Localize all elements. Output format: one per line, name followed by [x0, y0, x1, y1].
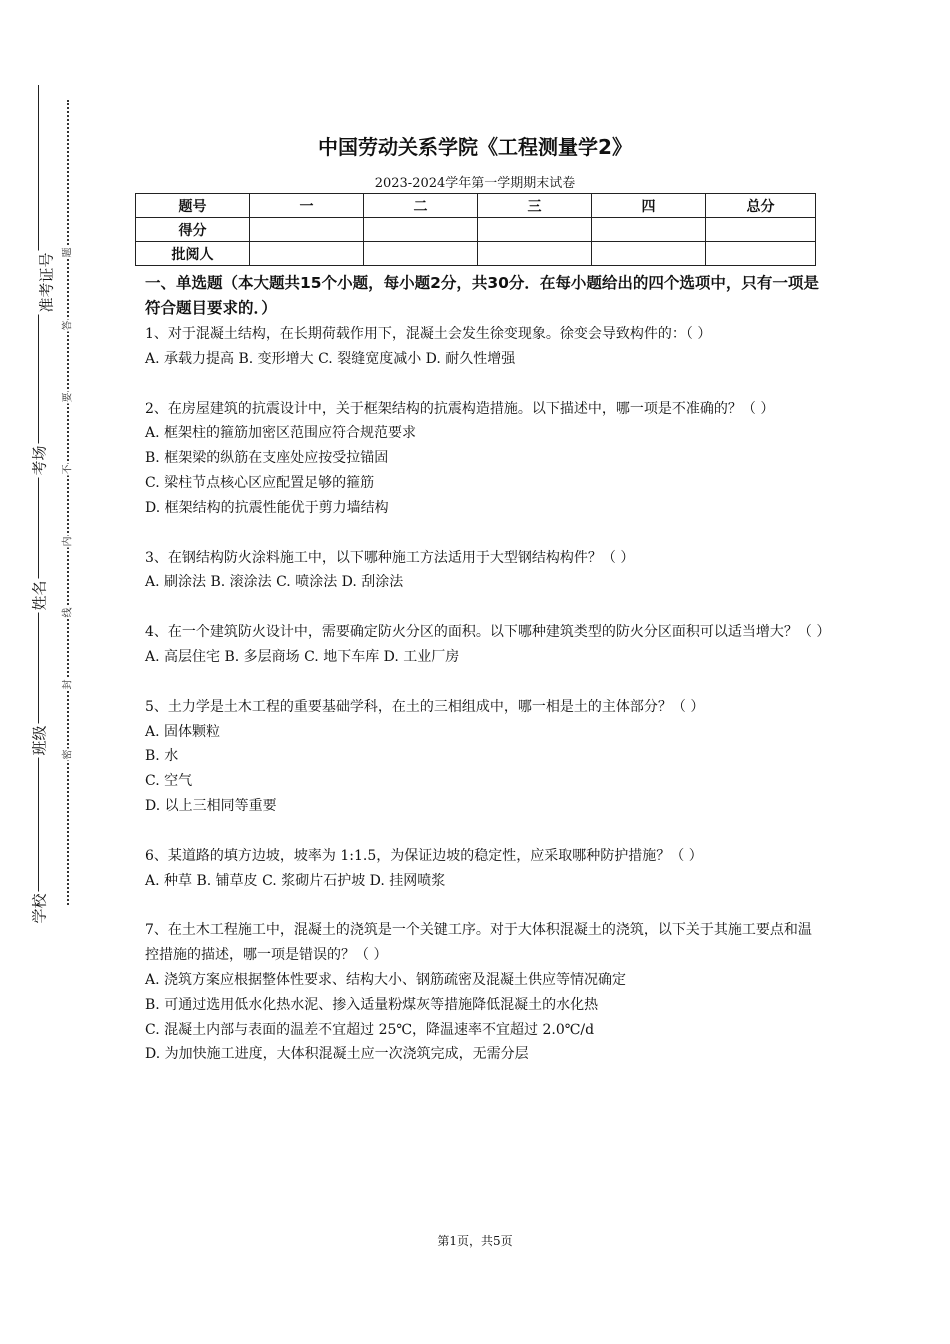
school-label: 学校	[30, 893, 49, 924]
option: C. 空气	[145, 773, 193, 790]
question	[145, 620, 831, 670]
question-options: A. 高层住宅 B. 多层商场 C. 地下车库 D. 工业厂房	[145, 648, 460, 665]
question-options: A. 种草 B. 铺草皮 C. 浆砌片石护坡 D. 挂网喷浆	[145, 872, 446, 889]
score-table-header-row	[136, 194, 816, 218]
seal-dotted-line	[67, 100, 69, 905]
question-options: A. 承载力提高 B. 变形增大 C. 裂缝宽度减小 D. 耐久性增强	[145, 350, 516, 367]
seal-word: 内	[59, 536, 74, 548]
question-options: A. 刷涂法 B. 滚涂法 C. 喷涂法 D. 刮涂法	[145, 574, 404, 591]
seal-word: 要	[59, 392, 74, 404]
class-label: 班级	[30, 725, 49, 756]
seal-word: 答	[59, 320, 74, 332]
exam-subtitle: 2023-2024学年第一学期期末试卷	[374, 176, 576, 191]
score-cell	[364, 218, 478, 242]
option: A. 固体颗粒	[145, 723, 221, 740]
question-stem: 1、对于混凝土结构，在长期荷载作用下，混凝土会发生徐变现象。徐变会导致构件的：（ ）	[145, 326, 712, 342]
option: C. 混凝土内部与表面的温差不宜超过 25℃，降温速率不宜超过 2.0℃/d	[145, 1021, 595, 1038]
score-cell	[478, 218, 592, 242]
margin-solid-line	[38, 85, 39, 925]
score-cell	[478, 242, 592, 266]
score-table-row	[136, 242, 816, 266]
option: B. 可通过选用低水化热水泥、掺入适量粉煤灰等措施降低混凝土的水化热	[145, 996, 599, 1013]
score-table	[135, 193, 816, 266]
score-cell	[250, 242, 364, 266]
score-table-header-cell: 总分	[706, 194, 816, 218]
seal-word: 密	[59, 749, 74, 761]
exam-room-label: 考场	[30, 445, 49, 476]
question-list	[145, 322, 831, 1067]
question-stem: 7、在土木工程施工中，混凝土的浇筑是一个关键工序。对于大体积混凝土的浇筑，以下关于其施工要点和温控措施的描述，哪一项是错误的？（ ）	[145, 922, 812, 964]
score-table-row	[136, 218, 816, 242]
question-stem: 6、某道路的填方边坡，坡率为 1:1.5，为保证边坡的稳定性，应采取哪种防护措施？（ ）	[145, 847, 703, 864]
score-cell	[706, 218, 816, 242]
score-table-header-cell: 四	[592, 194, 706, 218]
question	[145, 695, 825, 819]
question	[145, 397, 825, 521]
question	[145, 918, 825, 1067]
name-label: 姓名	[30, 580, 49, 611]
question	[145, 844, 825, 894]
seal-word: 不	[59, 464, 74, 476]
grader-row-label: 批阅人	[136, 242, 250, 266]
score-cell	[592, 242, 706, 266]
score-table-header-cell: 题号	[136, 194, 250, 218]
exam-title: 中国劳动关系学院《工程测量学2》	[318, 135, 632, 159]
exam-id-label: 准考证号	[37, 252, 56, 313]
seal-word: 题	[59, 247, 74, 259]
question	[145, 322, 825, 372]
score-table-header-cell: 一	[250, 194, 364, 218]
score-cell	[250, 218, 364, 242]
option: C. 梁柱节点核心区应配置足够的箍筋	[145, 474, 375, 491]
score-cell	[706, 242, 816, 266]
seal-word: 封	[59, 679, 74, 691]
score-table-header-cell: 二	[364, 194, 478, 218]
option: D. 为加快施工进度，大体积混凝土应一次浇筑完成，无需分层	[145, 1046, 529, 1063]
score-row-label: 得分	[136, 218, 250, 242]
option: D. 以上三相同等重要	[145, 797, 277, 814]
question-stem: 4、在一个建筑防火设计中，需要确定防火分区的面积。以下哪种建筑类型的防火分区面积可以适当增大？（ ）	[145, 624, 831, 641]
option: A. 浇筑方案应根据整体性要求、结构大小、钢筋疏密及混凝土供应等情况确定	[145, 971, 627, 988]
page-number: 第1页，共5页	[437, 1234, 513, 1248]
question-stem: 3、在钢结构防火涂料施工中，以下哪种施工方法适用于大型钢结构构件？（ ）	[145, 549, 635, 566]
question	[145, 546, 825, 596]
option: D. 框架结构的抗震性能优于剪力墙结构	[145, 499, 389, 516]
option: B. 水	[145, 748, 179, 765]
question-stem: 2、在房屋建筑的抗震设计中，关于框架结构的抗震构造措施。以下描述中，哪一项是不准确的？（ ）	[145, 400, 775, 417]
score-table-header-cell: 三	[478, 194, 592, 218]
section-heading: 一、单选题（本大题共15个小题，每小题2分，共30分．在每小题给出的四个选项中，只有一项是符合题目要求的．）	[145, 274, 819, 317]
seal-word: 线	[59, 607, 74, 619]
score-cell	[364, 242, 478, 266]
option: A. 框架柱的箍筋加密区范围应符合规范要求	[145, 425, 417, 442]
question-stem: 5、土力学是土木工程的重要基础学科，在土的三相组成中，哪一相是土的主体部分？（ ）	[145, 698, 705, 715]
option: B. 框架梁的纵筋在支座处应按受拉锚固	[145, 450, 389, 467]
score-cell	[592, 218, 706, 242]
binding-margin	[0, 0, 110, 1344]
